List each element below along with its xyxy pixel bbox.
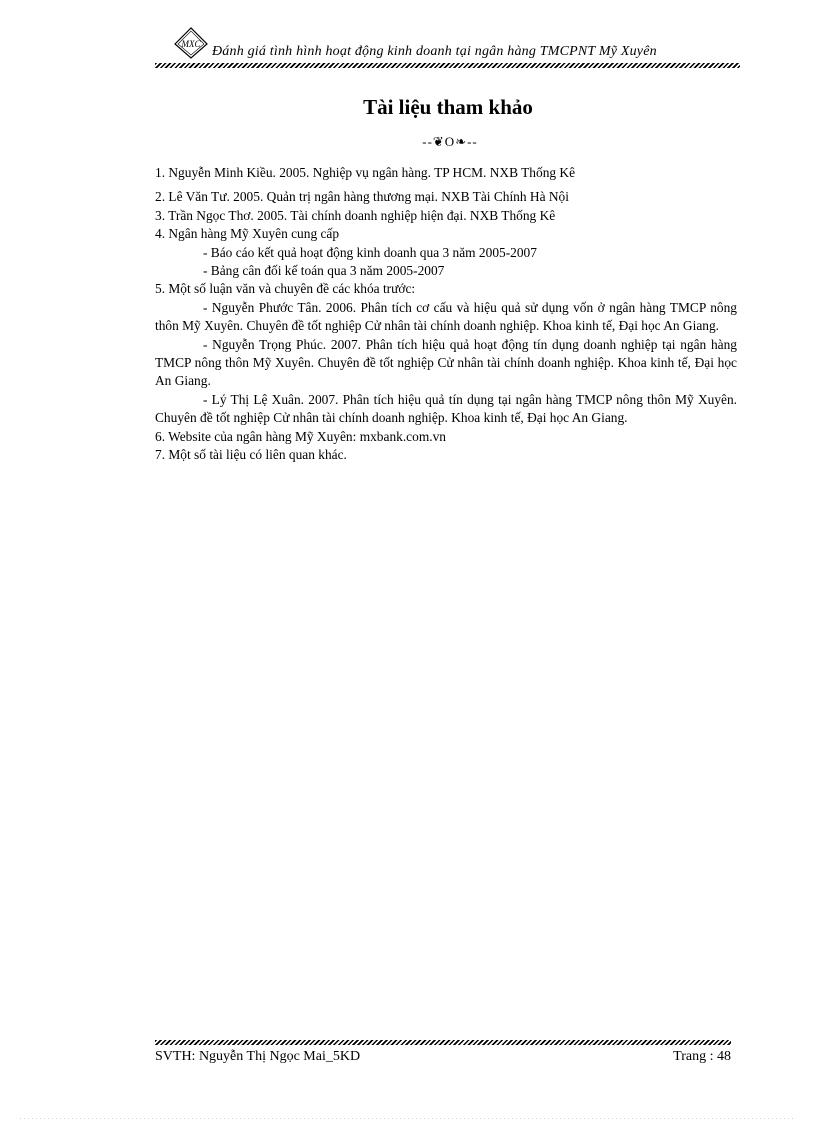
logo-text: MXC bbox=[181, 39, 201, 49]
reference-list bbox=[155, 164, 737, 465]
reference-item: 6. Website của ngân hàng Mỹ Xuyên: mxbank.com.vn bbox=[155, 428, 446, 444]
title-ornament: --❦O❧-- bbox=[422, 134, 478, 149]
reference-subitem: - Báo cáo kết quả hoạt động kinh doanh qua 3 năm 2005-2007 bbox=[203, 244, 537, 260]
header-title: Đánh giá tình hình hoạt động kinh doanh tại ngân hàng TMCPNT Mỹ Xuyên bbox=[212, 44, 657, 59]
header-logo bbox=[172, 24, 210, 60]
reference-subitem: - Nguyễn Phước Tân. 2006. Phân tích cơ cấu và hiệu quả sử dụng vốn ở ngân hàng TMCP nông thôn Mỹ Xuyên. Chuyên đề tốt nghiệp Cử nhân tài chính doanh nghiệp. Khoa kinh tế, Đại học An Giang. bbox=[155, 299, 737, 334]
reference-item: 1. Nguyễn Minh Kiều. 2005. Nghiệp vụ ngân hàng. TP HCM. NXB Thống Kê bbox=[155, 165, 576, 180]
reference-item: 4. Ngân hàng Mỹ Xuyên cung cấp bbox=[155, 226, 340, 242]
reference-subitem: - Lý Thị Lệ Xuân. 2007. Phân tích hiệu quả tín dụng tại ngân hàng TMCP nông thôn Mỹ Xuyên. Chuyên đề tốt nghiệp Cử nhân tài chính doanh nghiệp. Khoa kinh tế, Đại học An Giang. bbox=[155, 391, 737, 426]
footer-author: SVTH: Nguyễn Thị Ngọc Mai_5KD bbox=[155, 1049, 361, 1064]
header-rule bbox=[155, 63, 740, 68]
reference-item: 2. Lê Văn Tư. 2005. Quản trị ngân hàng thương mại. NXB Tài Chính Hà Nội bbox=[155, 189, 569, 205]
reference-subitem: - Nguyễn Trọng Phúc. 2007. Phân tích hiệu quả hoạt động tín dụng doanh nghiệp tại ngân hàng TMCP nông thôn Mỹ Xuyên. Chuyên đề tốt nghiệp Cử nhân tài chính doanh nghiệp. Khoa kinh tế, Đại học An Giang. bbox=[155, 336, 737, 389]
reference-subitem: - Bảng cân đối kế toán qua 3 năm 2005-2007 bbox=[203, 263, 445, 279]
reference-item: 3. Trần Ngọc Thơ. 2005. Tài chính doanh nghiệp hiện đại. NXB Thống Kê bbox=[155, 207, 556, 223]
reference-item: 5. Một số luận văn và chuyên đề các khóa trước: bbox=[155, 281, 416, 297]
reference-item: 7. Một số tài liệu có liên quan khác. bbox=[155, 447, 347, 463]
page-edge-dots bbox=[20, 1118, 796, 1119]
logo-emblem-icon bbox=[172, 24, 210, 60]
footer-page-number: Trang : 48 bbox=[673, 1049, 731, 1064]
footer-rule bbox=[155, 1040, 731, 1045]
page-title: Tài liệu tham khảo bbox=[363, 95, 533, 119]
